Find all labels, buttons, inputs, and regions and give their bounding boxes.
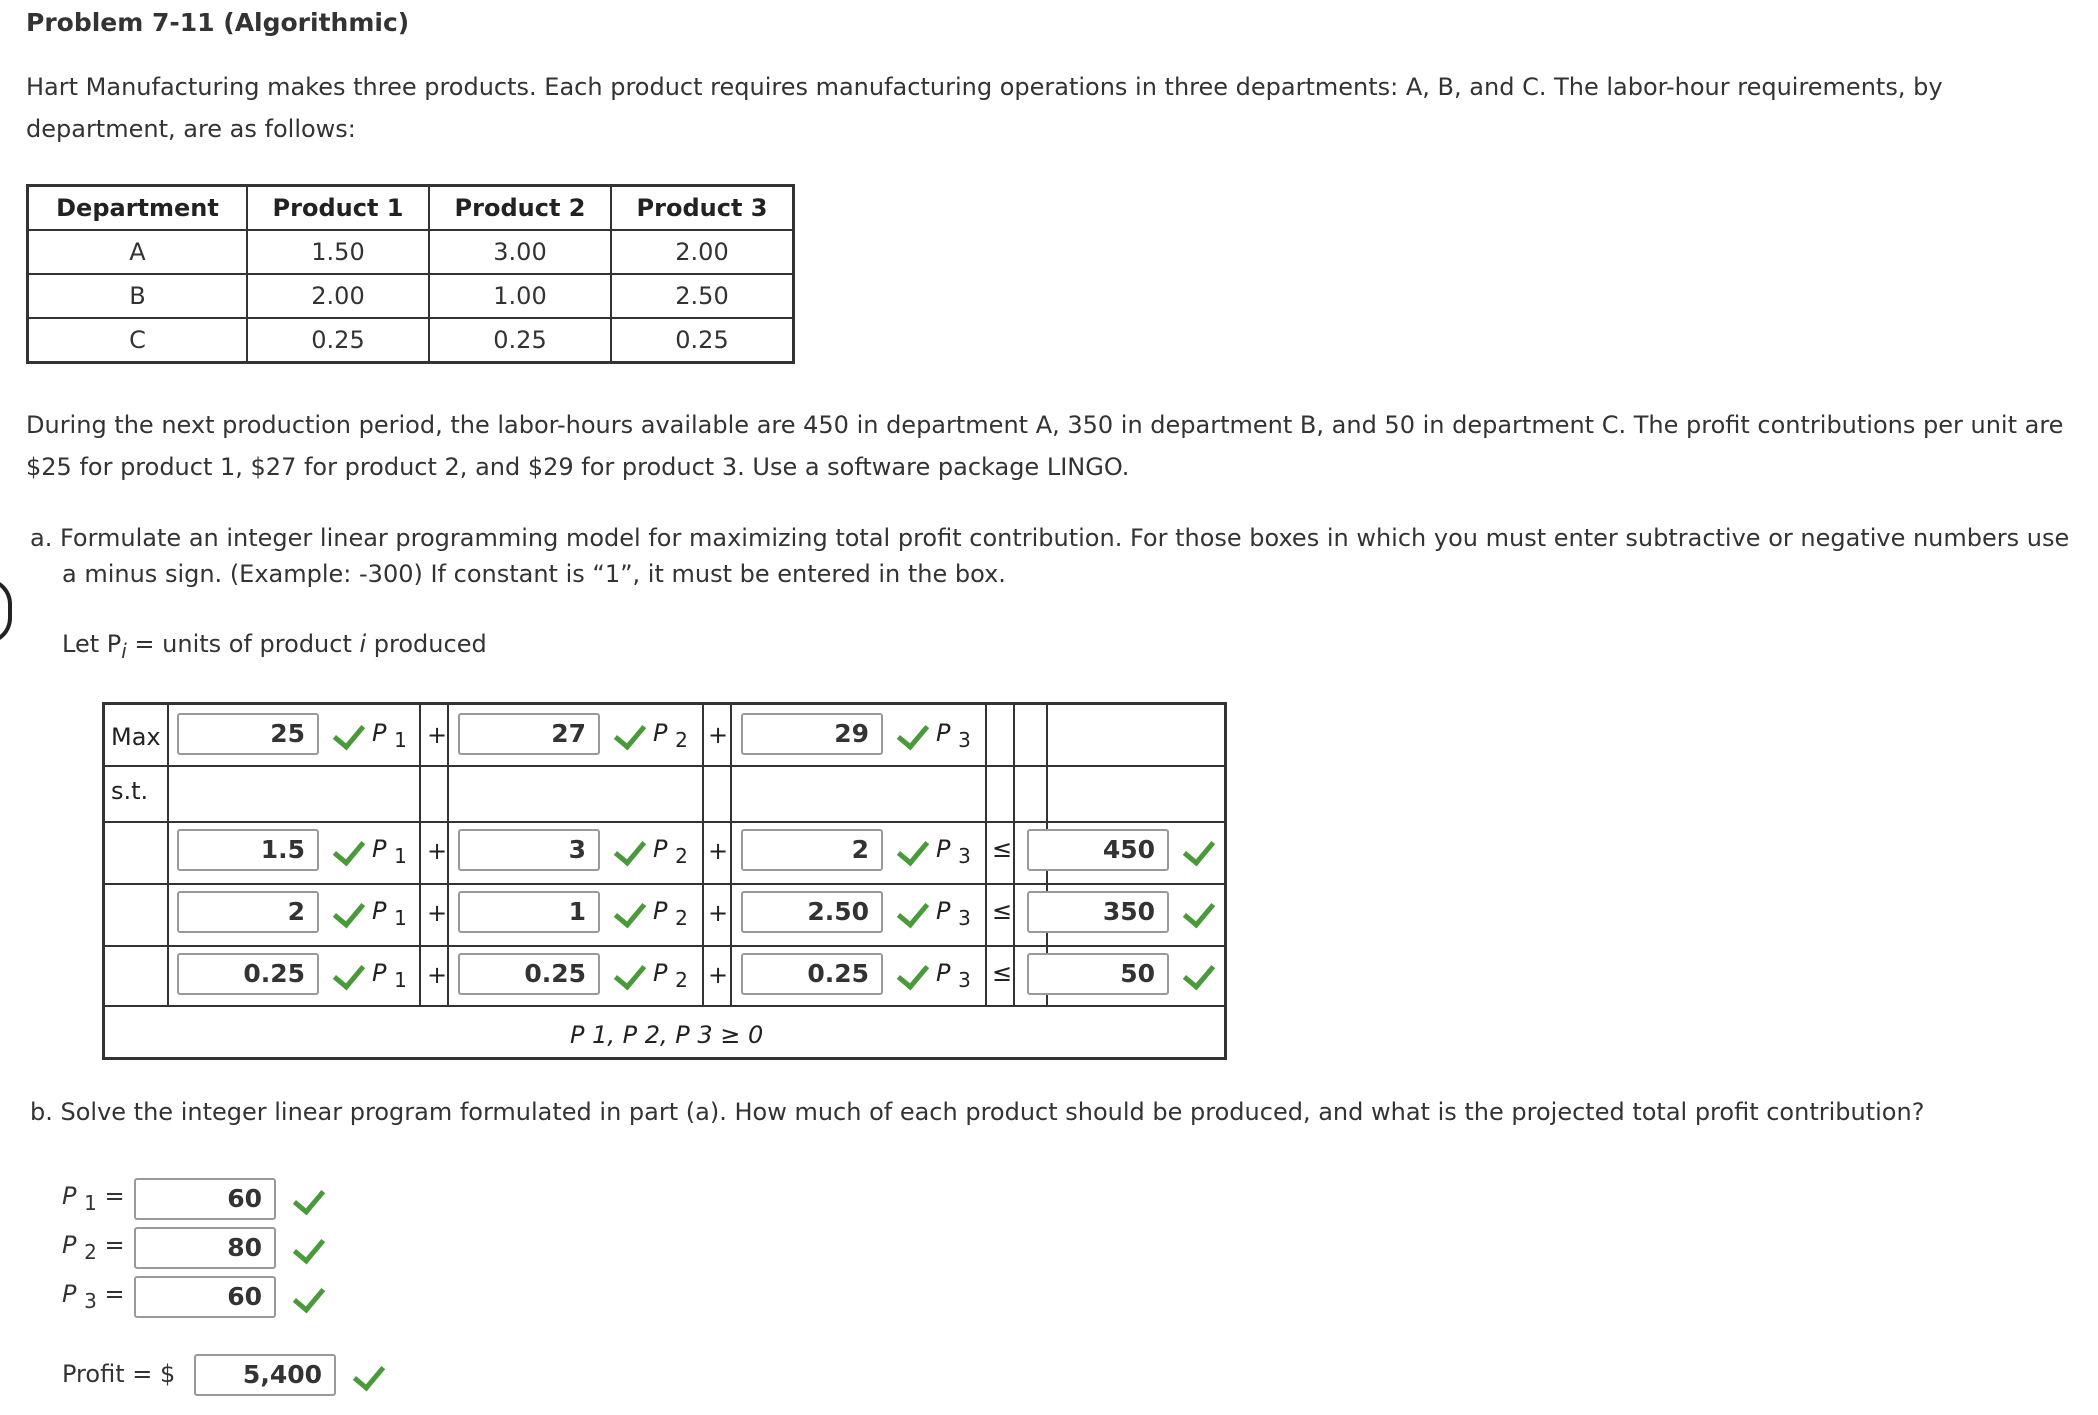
variable-label: P $_1$ <box>372 835 407 868</box>
let-prefix: Let P <box>62 630 122 658</box>
nonnegativity-constraint: P 1, P 2, P 3 ≥ 0 <box>570 1021 764 1049</box>
objective-coef-input[interactable]: 25 <box>177 713 319 755</box>
table-cell: 0.25 <box>247 318 429 363</box>
variable-subscript: 3 <box>958 843 971 868</box>
table-header: Product 3 <box>611 186 794 231</box>
constraint-2-rhs-input[interactable]: 350 <box>1027 891 1169 933</box>
grid-vline <box>447 705 449 1007</box>
let-end: produced <box>366 630 487 658</box>
equals-sign: = <box>96 1182 125 1210</box>
checkmark-icon <box>614 717 646 751</box>
plus-operator: + <box>708 837 729 865</box>
constraint-2-coef-input[interactable]: 2 <box>177 891 319 933</box>
checkmark-icon <box>614 833 646 867</box>
plus-operator: + <box>427 837 448 865</box>
variable-label: P $_3$ <box>936 835 971 868</box>
checkmark-icon <box>897 833 929 867</box>
table-header: Department <box>28 186 248 231</box>
grid-vline <box>167 705 169 1007</box>
checkmark-icon <box>293 1231 325 1265</box>
variable-label: P $_1$ <box>372 719 407 752</box>
variable-label: P $_3$ <box>936 959 971 992</box>
profit-input[interactable]: 5,400 <box>194 1354 336 1396</box>
checkmark-icon <box>293 1280 325 1314</box>
grid-hline <box>105 945 1224 947</box>
objective-coef-input[interactable]: 27 <box>458 713 600 755</box>
checkmark-icon <box>333 833 365 867</box>
constraint-1-coef-input[interactable]: 1.5 <box>177 829 319 871</box>
part-a-line-2: a minus sign. (Example: -300) If constant is “1”, it must be entered in the box. <box>62 560 1006 588</box>
constraint-1-rhs-input[interactable]: 450 <box>1027 829 1169 871</box>
table-cell: 1.50 <box>247 230 429 274</box>
variable-subscript: 3 <box>958 727 971 752</box>
answer-label-p1: P $_1$ = <box>62 1182 125 1215</box>
variable-label: P $_1$ <box>372 897 407 930</box>
equals-sign: = <box>96 1280 125 1308</box>
equals-sign: = <box>96 1231 125 1259</box>
table-header: Product 1 <box>247 186 429 231</box>
checkmark-icon <box>1183 833 1215 867</box>
checkmark-icon <box>333 895 365 929</box>
variable-subscript: 2 <box>675 967 688 992</box>
table-cell: 2.00 <box>611 230 794 274</box>
table-cell: 1.00 <box>429 274 611 318</box>
checkmark-icon <box>897 957 929 991</box>
grid-hline <box>105 765 1224 767</box>
plus-operator: + <box>708 721 729 749</box>
table-cell: B <box>28 274 248 318</box>
checkmark-icon <box>333 957 365 991</box>
constraint-1-coef-input[interactable]: 3 <box>458 829 600 871</box>
table-row <box>28 230 794 274</box>
table-cell: C <box>28 318 248 363</box>
plus-operator: + <box>427 961 448 989</box>
plus-operator: + <box>427 721 448 749</box>
part-a-line-1: a. Formulate an integer linear programming model for maximizing total profit contribution. For those boxes in which you must enter subtractive or negative numbers use <box>30 524 2070 552</box>
leq-operator: ≤ <box>992 959 1013 987</box>
variable-subscript: 1 <box>394 967 407 992</box>
answer-subscript: 1 <box>84 1190 97 1215</box>
table-cell: 0.25 <box>429 318 611 363</box>
constraint-3-rhs-input[interactable]: 50 <box>1027 953 1169 995</box>
availability-text: During the next production period, the labor-hours available are 450 in department A, 350 in department B, and 50 in department C. The profit contributions per unit are $25 for product 1, $27 for product 2, and $29 for product 3. Use a software package LINGO. <box>26 411 2064 481</box>
constraint-2-coef-input[interactable]: 1 <box>458 891 600 933</box>
variable-label: P $_3$ <box>936 719 971 752</box>
variable-subscript: 2 <box>675 905 688 930</box>
lp-model-grid <box>102 702 1227 1060</box>
left-edge-arc <box>0 578 12 644</box>
checkmark-icon <box>293 1182 325 1216</box>
checkmark-icon <box>1183 895 1215 929</box>
checkmark-icon <box>1183 957 1215 991</box>
let-suffix: = units of product <box>126 630 360 658</box>
table-header-row <box>28 186 794 231</box>
variable-label: P $_1$ <box>372 959 407 992</box>
leq-operator: ≤ <box>992 897 1013 925</box>
variable-subscript: 3 <box>958 905 971 930</box>
variable-label: P $_2$ <box>653 719 688 752</box>
checkmark-icon <box>333 717 365 751</box>
constraint-3-coef-input[interactable]: 0.25 <box>741 953 883 995</box>
table-row <box>28 274 794 318</box>
variable-subscript: 2 <box>675 727 688 752</box>
variable-subscript: 1 <box>394 727 407 752</box>
table-row <box>28 318 794 363</box>
table-header: Product 2 <box>429 186 611 231</box>
answer-subscript: 3 <box>84 1288 97 1313</box>
max-label: Max <box>111 723 161 751</box>
variable-label: P $_3$ <box>936 897 971 930</box>
grid-hline <box>105 883 1224 885</box>
variable-label: P $_2$ <box>653 897 688 930</box>
variable-subscript: 3 <box>958 967 971 992</box>
grid-vline <box>1013 705 1015 1007</box>
checkmark-icon <box>897 895 929 929</box>
checkmark-icon <box>614 895 646 929</box>
answer-label-p3: P $_3$ = <box>62 1280 125 1313</box>
part-b-question: b. Solve the integer linear program formulated in part (a). How much of each product should be produced, and what is the projected total profit contribution? <box>30 1098 1925 1126</box>
leq-operator: ≤ <box>992 835 1013 863</box>
table-cell: A <box>28 230 248 274</box>
table-cell: 0.25 <box>611 318 794 363</box>
constraint-2-coef-input[interactable]: 2.50 <box>741 891 883 933</box>
labor-hours-table <box>26 184 795 364</box>
st-label: s.t. <box>111 777 149 805</box>
answer-subscript: 2 <box>84 1239 97 1264</box>
checkmark-icon <box>353 1358 385 1392</box>
plus-operator: + <box>708 961 729 989</box>
plus-operator: + <box>708 899 729 927</box>
plus-operator: + <box>427 899 448 927</box>
grid-hline <box>105 821 1224 823</box>
grid-hline <box>105 1005 1224 1007</box>
profit-label: Profit = $ <box>62 1360 176 1388</box>
let-sub: i <box>121 638 127 663</box>
answer-p1-input[interactable]: 60 <box>134 1178 276 1220</box>
grid-vline <box>985 705 987 1007</box>
problem-title: Problem 7-11 (Algorithmic) <box>26 8 410 37</box>
checkmark-icon <box>614 957 646 991</box>
table-cell: 2.50 <box>611 274 794 318</box>
answer-p3-input[interactable]: 60 <box>134 1276 276 1318</box>
constraint-3-coef-input[interactable]: 0.25 <box>177 953 319 995</box>
grid-vline <box>419 705 421 1007</box>
answer-p2-input[interactable]: 80 <box>134 1227 276 1269</box>
variable-subscript: 1 <box>394 905 407 930</box>
variable-label: P $_2$ <box>653 835 688 868</box>
grid-vline <box>730 705 732 1007</box>
variable-definition <box>62 630 487 663</box>
variable-label: P $_2$ <box>653 959 688 992</box>
variable-subscript: 1 <box>394 843 407 868</box>
intro-text: Hart Manufacturing makes three products. Each product requires manufacturing operations in three departments: A, B, and C. The labor-hour requirements, by department, are as follows: <box>26 73 1943 143</box>
constraint-1-coef-input[interactable]: 2 <box>741 829 883 871</box>
table-cell: 2.00 <box>247 274 429 318</box>
checkmark-icon <box>897 717 929 751</box>
objective-coef-input[interactable]: 29 <box>741 713 883 755</box>
table-cell: 3.00 <box>429 230 611 274</box>
grid-vline <box>702 705 704 1007</box>
part-a-instructions <box>30 520 2080 592</box>
variable-subscript: 2 <box>675 843 688 868</box>
constraint-3-coef-input[interactable]: 0.25 <box>458 953 600 995</box>
let-i: i <box>359 630 367 658</box>
answer-label-p2: P $_2$ = <box>62 1231 125 1264</box>
